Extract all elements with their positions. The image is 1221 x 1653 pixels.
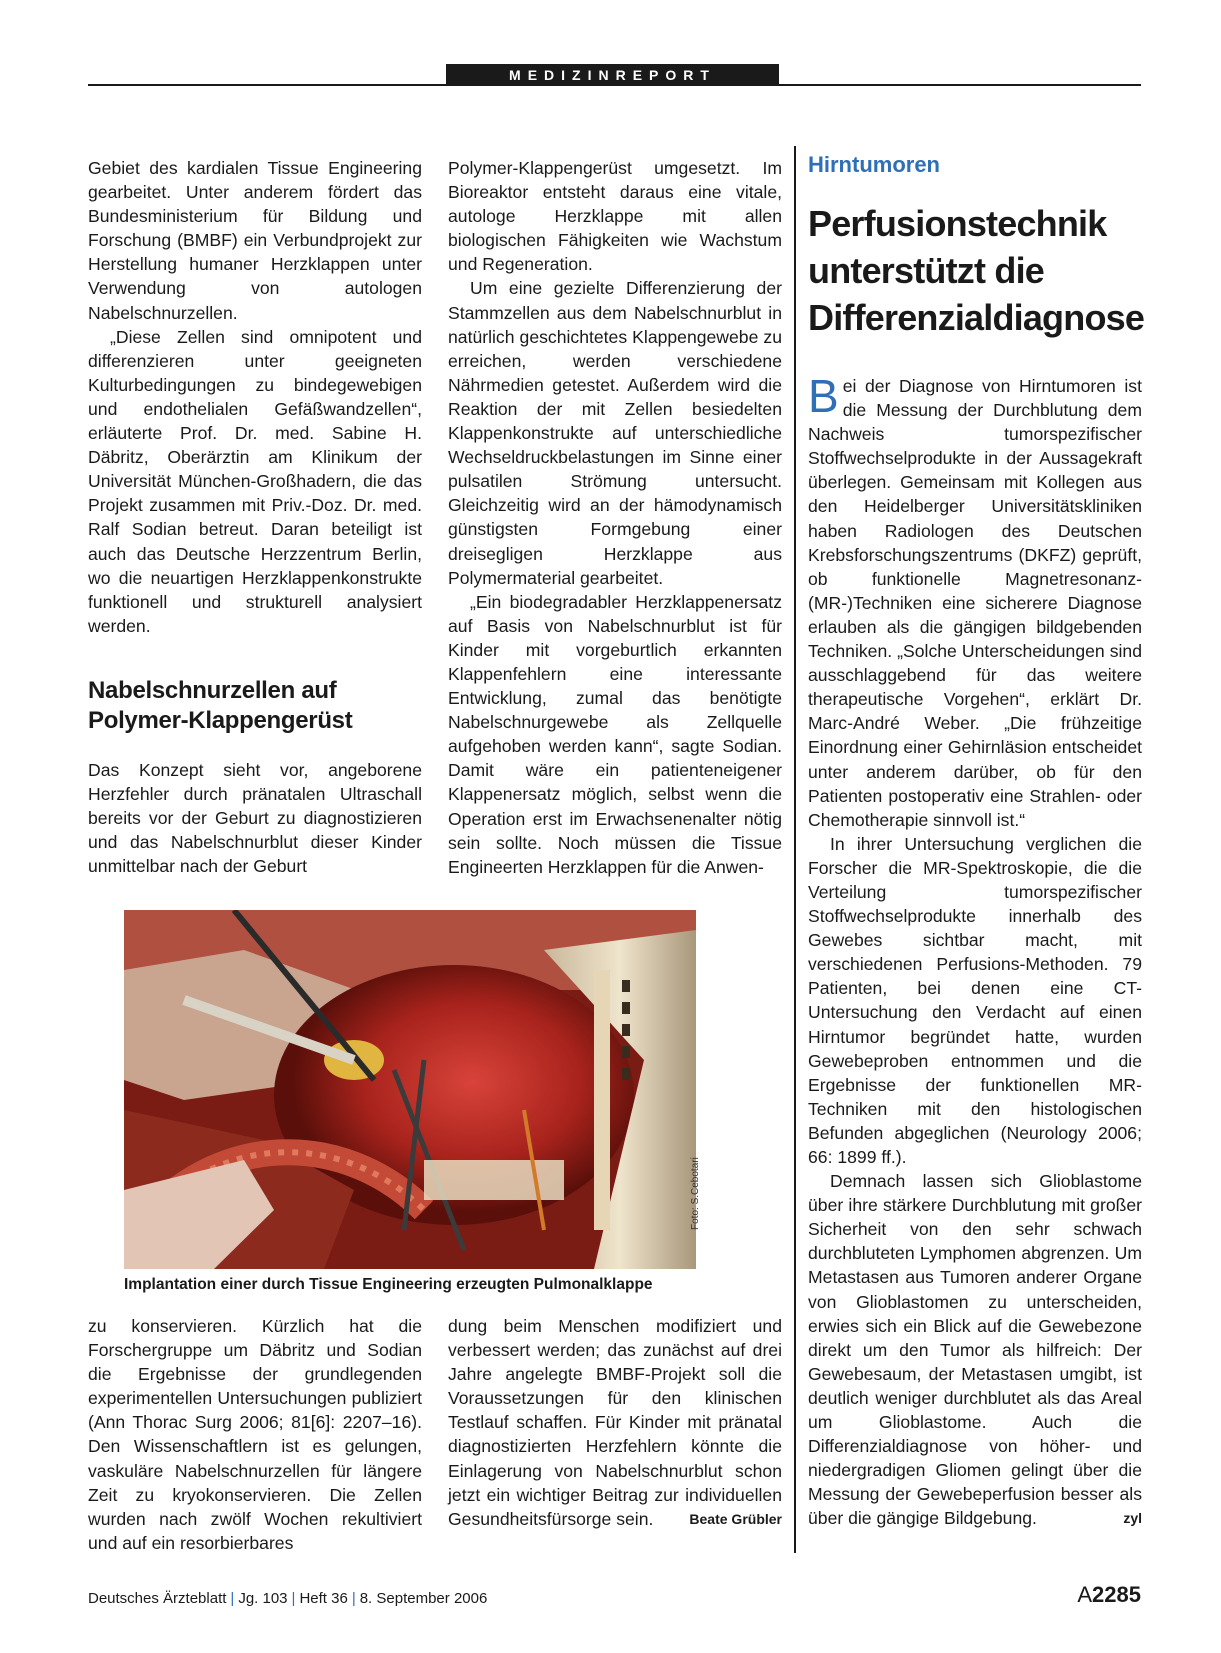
paragraph-text: dung beim Menschen modifiziert und verbessert werden; das zunächst auf drei Jahre angelegte BMBF-Projekt soll die Voraussetzungen für den klinischen Testlauf schaffen. Für Kinder mit pränatal diagnostizierten Herzfehlern könnte die Einlagerung von Nabelschnurblut schon jetzt ein wichtiger Beitrag zur individuellen Gesundheitsfürsorge sein. bbox=[448, 1316, 782, 1529]
author-byline: zyl bbox=[1123, 1510, 1142, 1527]
paragraph bbox=[808, 370, 1142, 832]
issue: Heft 36 bbox=[299, 1590, 348, 1607]
paragraph: In ihrer Untersuchung verglichen die Forscher die MR-Spektroskopie, die die Verteilung tumorspezifischer Stoffwechselprodukte innerhalb des Gewebes sichtbar macht, mit verschiedenen Perfusions-Methoden. 79 Patienten, bei denen eine CT-Untersuchung den Verdacht auf einen Hirntumor begründet hatte, wurden Gewebeproben entnommen und die Ergebnisse der funktionellen MR-Techniken mit den histologischen Befunden abgeglichen (Neurology 2006; 66: 1899 ff.). bbox=[808, 833, 1142, 1167]
column-1-bottom bbox=[88, 1314, 422, 1555]
paragraph: Um eine gezielte Differenzierung der Stammzellen aus dem Nabelschnurblut in natürlich geschichtetes Klappengewebe zu erreichen, werden verschiedene Nährmedien getestet. Außerdem wird die Reaktion der mit Zellen besiedelten Klappenkonstrukte auf unterschiedliche Wechseldruckbelastungen im Sinne einer pulsatilen Strömung untersucht. Gleichzeitig wird an der hämodynamisch günstigsten Formgebung einer dreisegligen Herzklappe aus Polymermaterial gearbeitet. bbox=[448, 278, 782, 588]
page-number bbox=[1077, 1582, 1141, 1608]
journal-name: Deutsches Ärzteblatt bbox=[88, 1590, 227, 1607]
surgery-photo bbox=[124, 910, 696, 1269]
date: 8. September 2006 bbox=[359, 1590, 488, 1607]
paragraph-text: Demnach lassen sich Glioblastome über ihre stärkere Durchblutung mit großer Sicherheit von den sehr schwach durchbluteten Lymphomen abgrenzen. Um Metastasen aus Tumoren anderer Organe von Glioblastomen zu unterscheiden, erwies sich ein Blick auf die Gewebezone direkt um den Tumor als hilfreich: Der Gewebesaum, der Metastasen umgibt, ist deutlich weniger durchblutet als das Areal um Glioblastome. Auch die Differenzialdiagnose von höher- und niedergradigen Gliomen gelingt über die Messung der Gewebeperfusion besser als über die gängige Bildgebung. bbox=[808, 1171, 1142, 1529]
sidebar-headline: Perfusionstechnik unterstützt die Differenzialdiagnose bbox=[808, 203, 1145, 338]
paragraph: „Diese Zellen sind omnipotent und differenzieren unter geeigneten Kulturbedingungen zu bindegewebigen und endothelialen Gefäßwandzellen“, erläuterte Prof. Dr. med. Sabine H. Däbritz, Oberärztin am Klinikum der Universität München-Großhadern, die das Projekt zusammen mit Priv.-Doz. Dr. med. Ralf Sodian betreut. Daran beteiligt ist auch das Deutsche Herzzentrum Berlin, wo die neuartigen Herzklappenkonstrukte funktionell und strukturell analysiert werden. bbox=[88, 326, 422, 636]
footer: Deutsches Ärzteblatt | Jg. 103 | Heft 36 | 8. September 2006 bbox=[88, 1590, 488, 1607]
paragraph bbox=[808, 1169, 1142, 1530]
section-tag: MEDIZINREPORT bbox=[446, 64, 779, 86]
author-byline: Beate Grübler bbox=[689, 1510, 782, 1527]
paragraph: Gebiet des kardialen Tissue Engineering gearbeitet. Unter anderem fördert das Bundesministerium für Bildung und Forschung (BMBF) ein Verbundprojekt zur Herstellung humaner Herzklappen unter Verwendung von autologen Nabelschnurzellen. bbox=[88, 158, 422, 323]
subheading: Nabelschnurzellen auf Polymer-Klappengerüst bbox=[88, 677, 353, 734]
page-number-value: 2285 bbox=[1092, 1582, 1141, 1607]
paragraph: Das Konzept sieht vor, angeborene Herzfehler durch pränatalen Ultraschall bereits vor der Geburt zu diagnostizieren und das Nabelschnurblut dieser Kinder unmittelbar nach der Geburt bbox=[88, 760, 422, 877]
sidebar-column bbox=[808, 370, 1142, 1531]
photo-credit: Foto: S.Cebotari bbox=[690, 1157, 701, 1230]
drop-cap: B bbox=[808, 370, 839, 422]
figure-caption: Implantation einer durch Tissue Engineering erzeugten Pulmonalklappe bbox=[124, 1276, 653, 1293]
column-2-top bbox=[448, 156, 782, 879]
column-1-mid bbox=[88, 758, 422, 878]
column-1-top bbox=[88, 156, 422, 638]
paragraph: „Ein biodegradabler Herzklappenersatz auf Basis von Nabelschnurblut ist für Kinder mit vorgeburtlich erkannten Klappenfehlern eine interessante Entwicklung, zumal das benötigte Nabelschnurgewebe als Zellquelle aufgehoben werden kann“, sagte Sodian. Damit wäre ein patienteneigener Klappenersatz möglich, selbst wenn die Operation erst im Erwachsenenalter nötig sein sollte. Noch müssen die Tissue Engineerten Herzklappen für die Anwen- bbox=[448, 591, 782, 877]
paragraph bbox=[448, 1314, 782, 1531]
paragraph-text: ei der Diagnose von Hirntumoren ist die Messung der Durchblutung dem Nachweis tumorspezifischer Stoffwechselprodukte in der Aussagekraft überlegen. Gemeinsam mit Kollegen aus den Heidelberger Universitätskliniken haben Radiologen des Deutschen Krebsforschungszentrums (DKFZ) geprüft, ob funktionelle Magnetresonanz-(MR-)Techniken eine sicherere Diagnose erlauben als die gängigen bildgebenden Techniken. „Solche Unterscheidungen sind ausschlaggebend für das weitere therapeutische Vorgehen“, erklärt Dr. Marc-André Weber. „Die frühzeitige Einordnung einer Gehirnläsion entscheidet unter anderem darüber, ob für den Patienten postoperativ eine Strahlen- oder Chemotherapie sinnvoll ist.“ bbox=[808, 376, 1142, 830]
page-prefix: A bbox=[1077, 1582, 1093, 1607]
column-2-bottom bbox=[448, 1314, 782, 1531]
paragraph: Polymer-Klappengerüst umgesetzt. Im Bioreaktor entsteht daraus eine vitale, autologe Herzklappe mit allen biologischen Fähigkeiten wie Wachstum und Regeneration. bbox=[448, 158, 782, 275]
sidebar-rubric: Hirntumoren bbox=[808, 152, 940, 177]
sidebar-rule bbox=[794, 146, 796, 1553]
volume: Jg. 103 bbox=[238, 1590, 288, 1607]
paragraph: zu konservieren. Kürzlich hat die Forschergruppe um Däbritz und Sodian die Ergebnisse der grundlegenden experimentellen Untersuchungen publiziert (Ann Thorac Surg 2006; 81[6]: 2207–16). Den Wissenschaftlern ist es gelungen, vaskuläre Nabelschnurzellen für längere Zeit zu kryokonservieren. Die Zellen wurden nach zwölf Wochen rekultiviert und auf ein resorbierbares bbox=[88, 1316, 422, 1553]
